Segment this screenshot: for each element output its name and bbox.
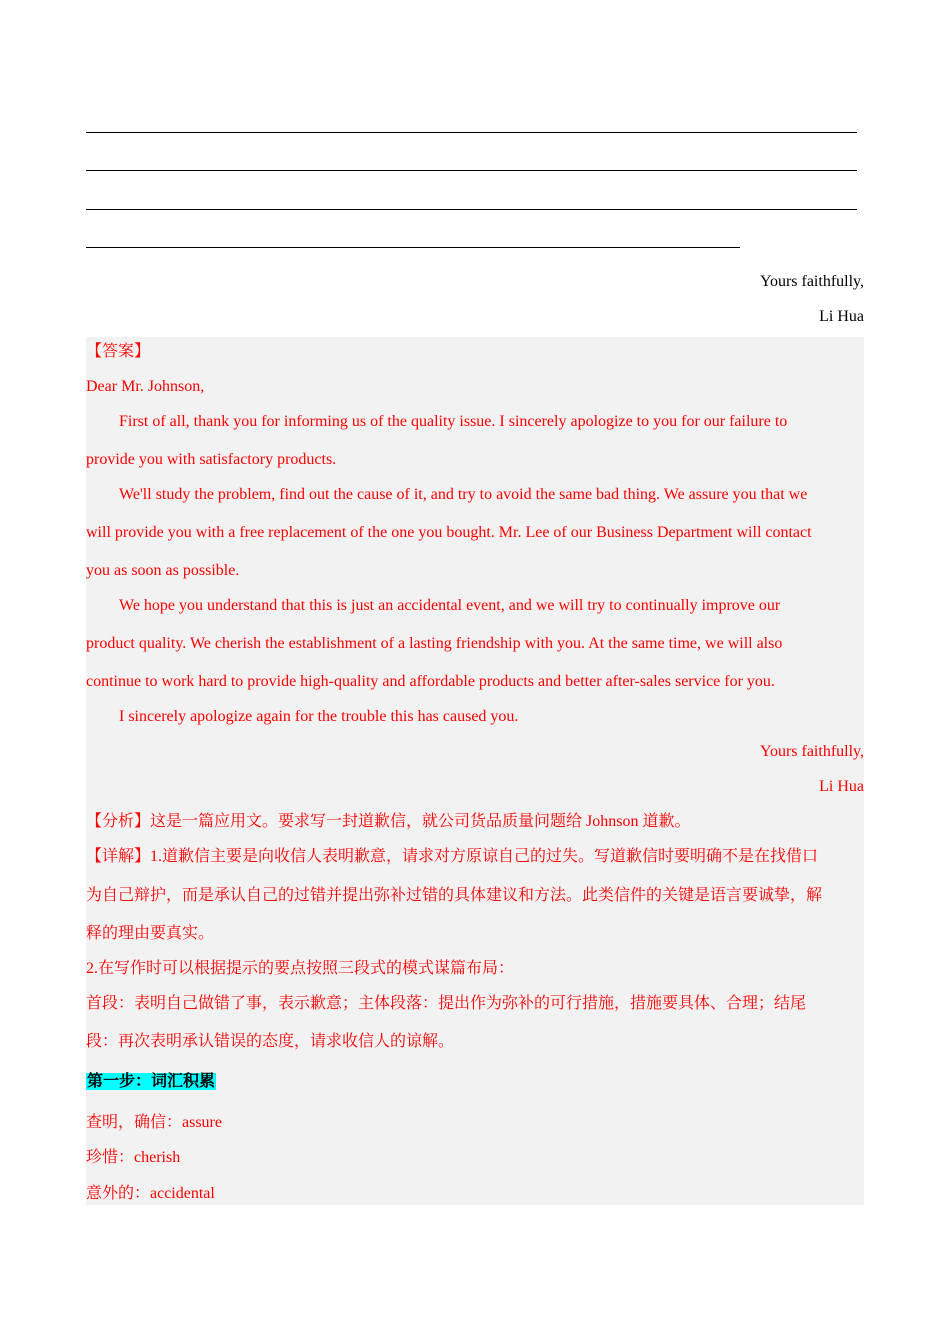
detail-line-4: 2.在写作时可以根据提示的要点按照三段式的模式谋篇布局：: [86, 960, 515, 977]
letter-salutation: Dear Mr. Johnson,: [86, 378, 205, 395]
vocab-item: 查明，确信：assure: [86, 1114, 222, 1131]
writing-line-4: [86, 247, 740, 248]
detail-line-5: 首段：表明自己做错了事，表示歉意；主体段落：提出作为弥补的可行措施，措施要具体、合理；结尾: [86, 995, 807, 1012]
vocab-item: 珍惜：cherish: [86, 1149, 181, 1166]
letter-paragraph-2-line-1: We'll study the problem, find out the cause of it, and try to avoid the same bad thing. We assure you that we: [119, 486, 808, 503]
writing-line-3: [86, 209, 857, 210]
writing-line-1: [86, 132, 857, 133]
answer-label: 【答案】: [86, 343, 151, 360]
detail-line-6: 段：再次表明承认错误的态度，请求收信人的谅解。: [86, 1033, 455, 1050]
letter-paragraph-1-line-1: First of all, thank you for informing us of the quality issue. I sincerely apologize to you for our failure to: [119, 413, 788, 430]
step-1-heading: 第一步：词汇积累: [87, 1073, 216, 1090]
analysis-text: 【分析】这是一篇应用文。要求写一封道歉信，就公司货品质量问题给 Johnson 道歉。: [86, 813, 691, 830]
detail-line-1: 【详解】1.道歉信主要是向收信人表明歉意，请求对方原谅自己的过失。写道歉信时要明确不是在找借口: [86, 848, 819, 865]
header-name: Li Hua: [819, 308, 864, 325]
detail-line-3: 释的理由要真实。: [86, 925, 215, 942]
letter-paragraph-3-line-3: continue to work hard to provide high-quality and affordable products and better after-sales service for you.: [86, 673, 775, 690]
letter-paragraph-2-line-3: you as soon as possible.: [86, 562, 240, 579]
letter-paragraph-1-line-2: provide you with satisfactory products.: [86, 451, 337, 468]
letter-paragraph-3-line-2: product quality. We cherish the establishment of a lasting friendship with you. At the same time, we will also: [86, 635, 783, 652]
letter-signature-name: Li Hua: [819, 778, 864, 795]
letter-paragraph-2-line-2: will provide you with a free replacement of the one you bought. Mr. Lee of our Business Department will contact: [86, 524, 812, 541]
letter-closing: Yours faithfully,: [759, 743, 864, 760]
writing-line-2: [86, 170, 857, 171]
detail-line-2: 为自己辩护，而是承认自己的过错并提出弥补过错的具体建议和方法。此类信件的关键是语言要诚挚，解: [86, 887, 823, 904]
step-1-heading-row: [86, 1072, 864, 1092]
vocab-item: 意外的：accidental: [86, 1185, 215, 1202]
header-closing: Yours faithfully,: [759, 273, 864, 290]
letter-paragraph-4-line-1: I sincerely apologize again for the trouble this has caused you.: [119, 708, 519, 725]
letter-paragraph-3-line-1: We hope you understand that this is just an accidental event, and we will try to continually improve our: [119, 597, 781, 614]
